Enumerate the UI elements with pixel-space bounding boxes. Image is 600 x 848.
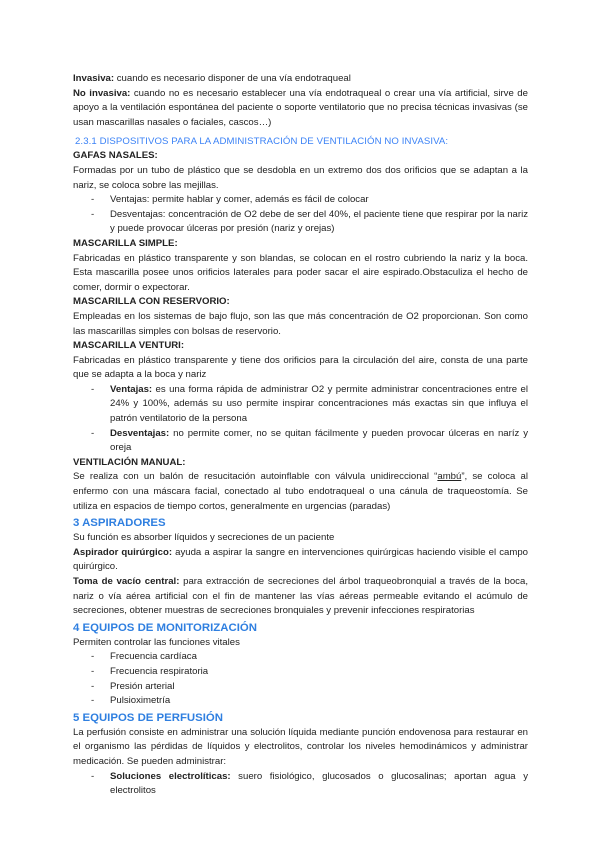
perfusion-list [73, 770, 528, 799]
section-3-text: Su función es absorber líquidos y secreciones de un paciente [73, 532, 335, 544]
section-5-text: La perfusión consiste en administrar una solución líquida mediante punción endovenosa para restaurar en el organismo las pérdidas de líquidos y electrolitos, controlar los niveles hemodinámicos y administrar medicación. Se pueden administrar: [73, 726, 528, 767]
list-item: - Ventajas: permite hablar y comer, además es fácil de colocar [91, 194, 369, 206]
no-invasiva-text: cuando no es necesario establecer una vía endotraqueal o crear una vía artificial, sirve de apoyo a la ventilación espontánea del paciente o soporte ventilatorio que no precisa técnicas invasivas (se usan mascarillas nasales o faciales, cascos…) [73, 87, 528, 128]
aspirador-paragraph: Aspirador quirúrgico: ayuda a aspirar la sangre en intervenciones quirúrgicas haciendo visible el campo quirúrgico. [73, 546, 528, 573]
section-4-heading: 4 EQUIPOS DE MONITORIZACIÓN [73, 621, 257, 634]
section-4-text: Permiten controlar las funciones vitales [73, 636, 240, 648]
reservorio-text: Empleadas en los sistemas de bajo flujo, son las que más concentración de O2 proporcionan. Son como las mascarillas simples con bolsas de reservorio. [73, 310, 528, 337]
section-3-heading: 3 ASPIRADORES [73, 517, 166, 530]
manual-text: Se realiza con un balón de resucitación autoinflable con válvula unidireccional “ambú”, se coloca al enfermo con una máscara facial, conectado al tubo endotraqueal o una cánula de traqueostomía. Se utiliza en espacios de tiempo cortos, generalmente en urgencias (paradas) [73, 471, 528, 512]
simple-text: Fabricadas en plástico transparente y son blandas, se colocan en el rostro cubriendo la nariz y la boca. Esta mascarilla posee unos orificios laterales para poder sacar el aire espirado.Obstaculiza el hecho de comer, dormir o expectorar. [73, 252, 528, 293]
list-item: - Frecuencia cardíaca [91, 651, 197, 663]
monitor-list [73, 650, 528, 708]
list-item: - Frecuencia respiratoria [91, 665, 209, 677]
venturi-text: Fabricadas en plástico transparente y tiene dos orificios para la circulación del aire, consta de una parte que se adapta a la boca y nariz [73, 354, 528, 381]
toma-paragraph: Toma de vacío central: para extracción de secreciones del árbol traqueobronquial a través de la boca, nariz o vía aérea artificial con el fin de mantener las vías aéreas permeable evitando el acúmulo de secreciones, obtener muestras de secreciones bronquiales y prevenir infecciones respiratorias [73, 576, 528, 617]
gafas-heading: GAFAS NASALES: [73, 150, 158, 162]
gafas-list [73, 193, 528, 237]
reservorio-heading: MASCARILLA CON RESERVORIO: [73, 296, 230, 308]
document-page [73, 72, 528, 799]
list-item: - Ventajas: es una forma rápida de administrar O2 y permite administrar concentraciones entre el 24% y 100%, además su uso permite inspirar concentraciones más exactas sin que influya el patrón ventilatorio de la persona [91, 383, 528, 425]
list-item: - Desventajas: concentración de O2 debe de ser del 40%, el paciente tiene que respirar por la nariz y puede provocar úlceras por presión (nariz y orejas) [91, 208, 528, 235]
venturi-heading: MASCARILLA VENTURI: [73, 340, 185, 352]
no-invasiva-term: No invasiva: [73, 87, 131, 99]
list-item: - Desventajas: no permite comer, no se quitan fácilmente y pueden provocar úlceras en naríz y oreja [91, 427, 528, 454]
list-item: - Presión arterial [91, 680, 175, 692]
gafas-text: Formadas por un tubo de plástico que se desdobla en un extremo dos dos orificios que se adaptan a la nariz, se coloca sobre las mejillas. [73, 164, 528, 191]
invasiva-term: Invasiva: [73, 73, 115, 84]
section-2-3-1-heading: 2.3.1 DISPOSITIVOS PARA LA ADMINISTRACIÓN DE VENTILACIÓN NO INVASIVA: [75, 136, 449, 148]
invasiva-text: cuando es necesario disponer de una vía endotraqueal [114, 73, 351, 84]
no-invasiva-paragraph [73, 87, 528, 131]
ambu-term: ambú [437, 471, 462, 483]
list-item: - Soluciones electrolíticas: suero fisiológico, glucosados o glucosalinas; aportan agua y electrolitos [91, 770, 528, 797]
simple-heading: MASCARILLA SIMPLE: [73, 237, 178, 249]
list-item: - Pulsioximetría [91, 695, 171, 707]
section-5-heading: 5 EQUIPOS DE PERFUSIÓN [73, 711, 224, 724]
manual-heading: VENTILACIÓN MANUAL: [73, 456, 186, 468]
venturi-list [73, 383, 528, 456]
invasiva-paragraph [73, 72, 528, 87]
